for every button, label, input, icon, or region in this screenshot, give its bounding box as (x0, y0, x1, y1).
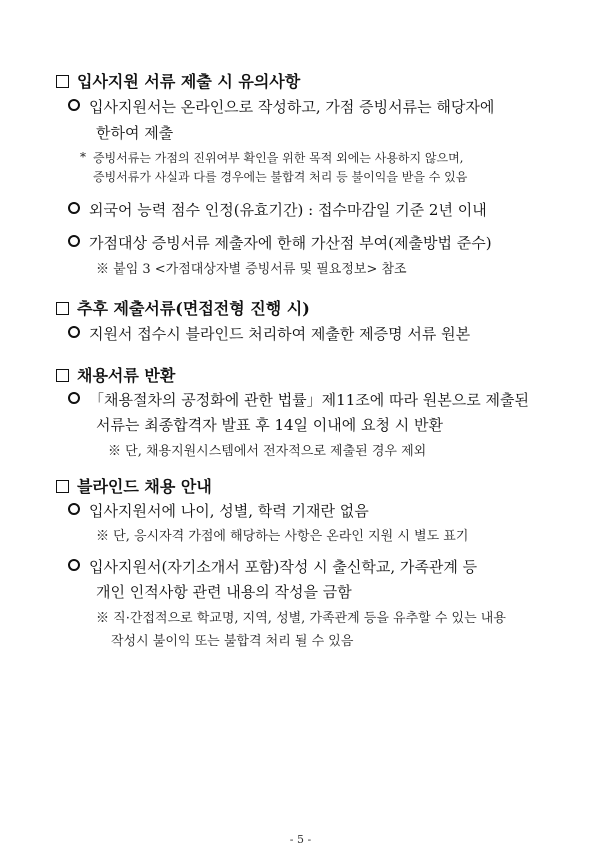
circle-bullet-icon (68, 392, 80, 404)
exception-note: ※ 단, 응시자격 가점에 해당하는 사항은 온라인 지원 시 별도 표기 (96, 529, 469, 544)
checkbox-square-icon (56, 75, 69, 88)
checkbox-square-icon (56, 480, 69, 493)
circle-bullet-icon (68, 99, 80, 111)
list-item: 입사지원서에 나이, 성별, 학력 기재란 없음 (68, 500, 369, 521)
list-item: 입사지원서(자기소개서 포함)작성 시 출신학교, 가족관계 등 (68, 556, 477, 577)
list-item-continuation: 서류는 최종합격자 발표 후 14일 이내에 요청 시 반환 (96, 416, 444, 434)
section-title-later-documents: 추후 제출서류(면접전형 진행 시) (56, 296, 310, 319)
checkbox-square-icon (56, 302, 69, 315)
reference-note: ※ 붙임 3 <가점대상자별 증빙서류 및 필요정보> 참조 (96, 262, 407, 277)
exception-note: ※ 단, 채용지원시스템에서 전자적으로 제출된 경우 제외 (108, 444, 427, 459)
star-note-line: 증빙서류는 가점의 진위여부 확인을 위한 목적 외에는 사용하지 않으며, (93, 151, 464, 165)
checkbox-square-icon (56, 369, 69, 382)
list-item: 입사지원서는 온라인으로 작성하고, 가점 증빙서류는 해당자에 (68, 96, 494, 117)
circle-bullet-icon (68, 503, 80, 515)
list-item-continuation: 개인 인적사항 관련 내용의 작성을 금함 (96, 583, 352, 601)
asterisk-mark: * (80, 150, 86, 164)
star-note-line: 증빙서류가 사실과 다를 경우에는 불합격 처리 등 불이익을 받을 수 있음 (93, 170, 468, 184)
circle-bullet-icon (68, 235, 80, 247)
warning-note: ※ 직·간접적으로 학교명, 지역, 성별, 가족관계 등을 유추할 수 있는 내용 (96, 611, 506, 626)
circle-bullet-icon (68, 326, 80, 338)
list-item: 외국어 능력 점수 인정(유효기간) : 접수마감일 기준 2년 이내 (68, 199, 487, 220)
list-item: 가점대상 증빙서류 제출자에 한해 가산점 부여(제출방법 준수) (68, 232, 492, 253)
warning-note: 작성시 불이익 또는 불합격 처리 될 수 있음 (111, 634, 354, 649)
section-title-blind-hiring: 블라인드 채용 안내 (56, 474, 212, 497)
section-title-application-notes: 입사지원 서류 제출 시 유의사항 (56, 69, 300, 92)
list-item: 「채용절차의 공정화에 관한 법률」제11조에 따라 원본으로 제출된 (68, 389, 529, 410)
page-number: - 5 - (289, 833, 312, 846)
section-title-document-return: 채용서류 반환 (56, 363, 175, 386)
circle-bullet-icon (68, 559, 80, 571)
list-item-continuation: 한하여 제출 (96, 124, 174, 142)
circle-bullet-icon (68, 202, 80, 214)
list-item: 지원서 접수시 블라인드 처리하여 제출한 제증명 서류 원본 (68, 323, 470, 344)
